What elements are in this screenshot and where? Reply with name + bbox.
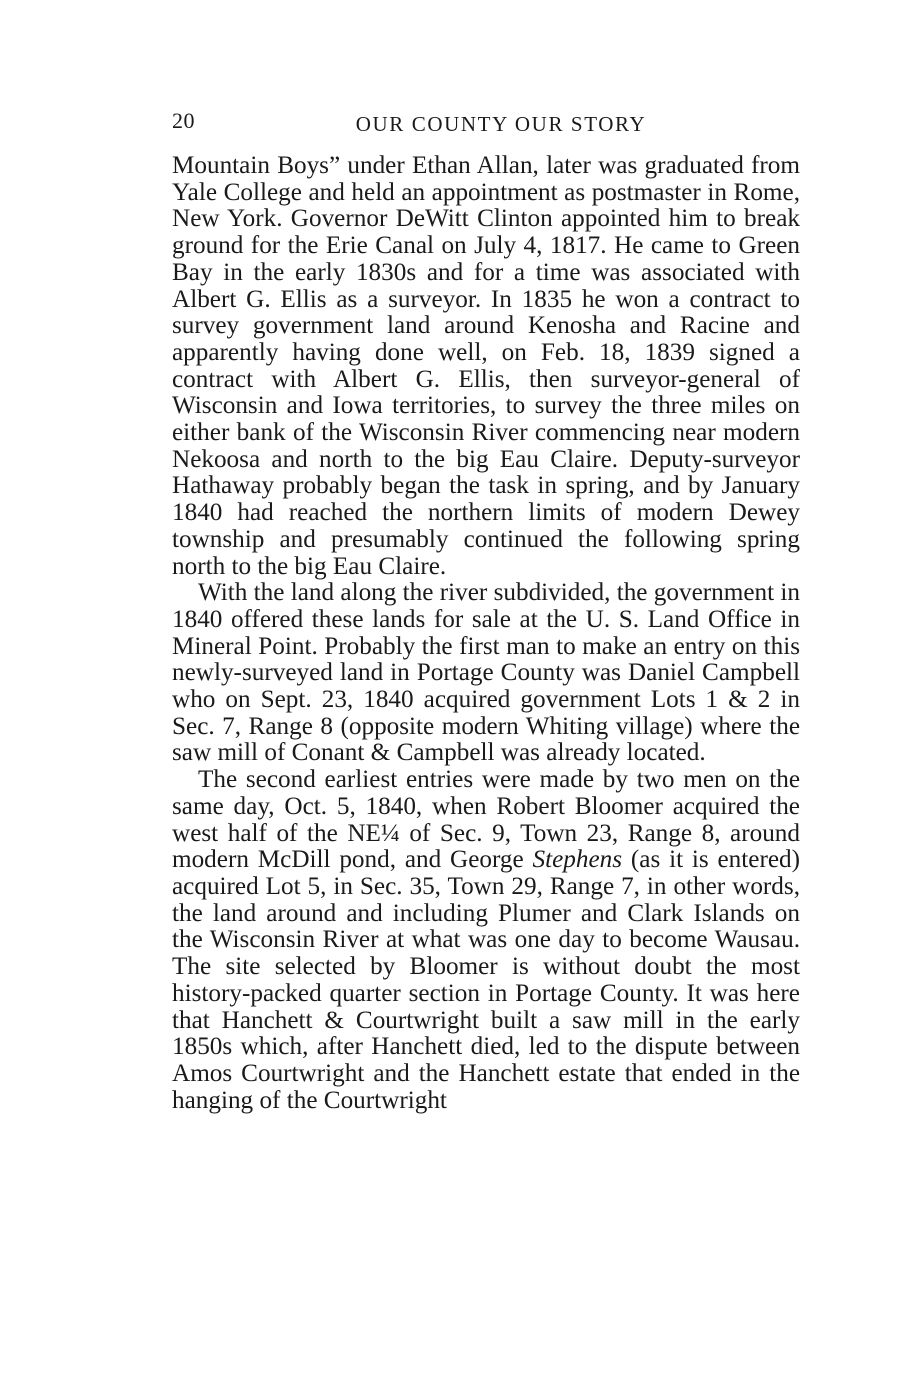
paragraph-3-text-before: The second earliest entries were made by two men on the same day, Oct. 5, 1840, when Robert Bloomer acquired the west half of the NE¼ of Sec. 9, Town 23, Range 8, around modern McDill pond, and George bbox=[172, 766, 800, 874]
body-text bbox=[172, 153, 800, 1263]
paragraph-1: Mountain Boys” under Ethan Allan, later was graduated from Yale College and held an appointment as postmaster in Rome, New York. Governor DeWitt Clinton appointed him to break ground for the Erie Canal on July 4, 1817. He came to Green Bay in the early 1830s and for a time was associated with Albert G. Ellis as a surveyor. In 1835 he won a contract to survey government land around Kenosha and Racine and apparently having done well, on Feb. 18, 1839 signed a contract with Albert G. Ellis, then surveyor-general of Wisconsin and Iowa territories, to survey the three miles on either bank of the Wisconsin River commencing near modern Nekoosa and north to the big Eau Claire. Deputy-surveyor Hathaway probably began the task in spring, and by January 1840 had reached the northern limits of modern Dewey township and presumably continued the following spring north to the big Eau Claire. bbox=[172, 152, 800, 580]
paragraph-3-italic-name: Stephens bbox=[532, 846, 623, 874]
paragraph-3-text-after: (as it is entered) acquired Lot 5, in Sec. 35, Town 29, Range 7, in other words, the land around and including Plumer and Clark Islands on the Wisconsin River at what was one day to become Wausau. The site selected by Bloomer is without doubt the most history-packed quarter section in Portage County. It was here that Hanchett & Courtwright built a saw mill in the early 1850s which, after Hanchett died, led to the dispute between Amos Courtwright and the Hanchett estate that ended in the hanging of the Courtwright bbox=[172, 846, 801, 1114]
paragraph-3 bbox=[172, 767, 800, 1114]
running-title: OUR COUNTY OUR STORY bbox=[355, 112, 647, 136]
page-number: 20 bbox=[172, 108, 195, 133]
paragraph-2: With the land along the river subdivided, the government in 1840 offered these lands for sale at the U. S. Land Office in Mineral Point. Probably the first man to make an entry on this newly-surveyed land in Portage County was Daniel Campbell who on Sept. 23, 1840 acquired government Lots 1 & 2 in Sec. 7, Range 8 (opposite modern Whiting village) where the saw mill of Conant & Campbell was already located. bbox=[172, 579, 800, 767]
page-header bbox=[172, 108, 800, 142]
